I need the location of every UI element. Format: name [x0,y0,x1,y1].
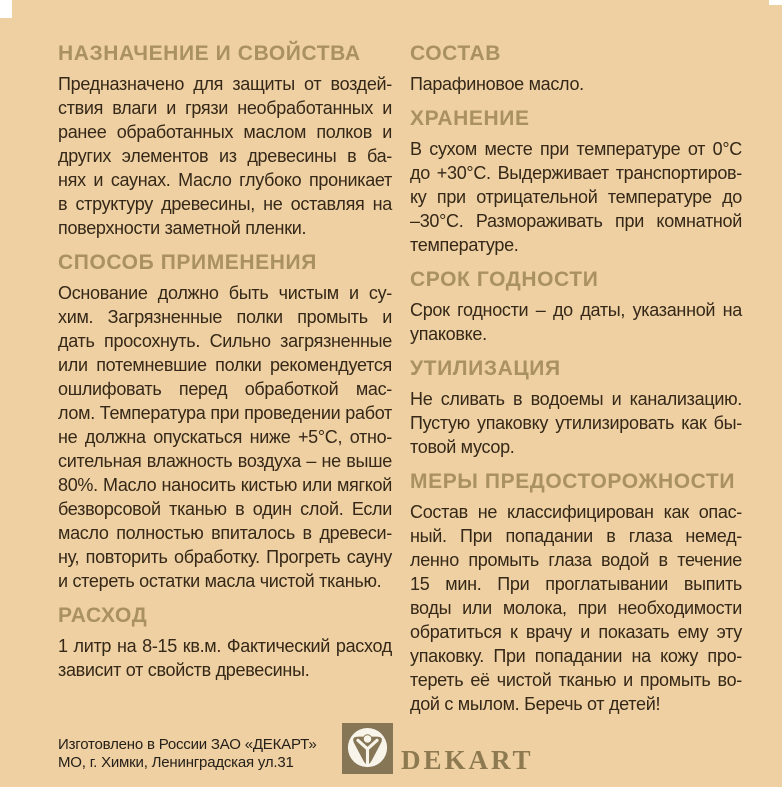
text-line: упаковке. [410,324,487,344]
right-column [410,42,742,716]
text-line: 15 мин. При проглатывании выпить [410,574,742,594]
text-line: нях и саунах. Масло глубоко проникает [58,170,392,190]
section-heading: ХРАНЕНИЕ [410,107,530,130]
section-heading: МЕРЫ ПРЕДОСТОРОЖНОСТИ [410,470,736,493]
address-line: МО, г. Химки, Ленинградская ул.31 [58,754,294,771]
text-line: упаковку. При попадании на кожу про- [410,646,742,666]
section-heading: УТИЛИЗАЦИЯ [410,357,561,380]
text-line: тереть её чистой тканью и промыть во- [410,670,742,690]
text-line: или потемневшие полки рекомендуется [58,355,392,375]
text-line: Срок годности – до даты, указанной на [410,300,742,320]
section-heading: СОСТАВ [410,42,502,65]
text-line: Пустую упаковку утилизировать как бы- [410,413,742,433]
text-line: хим. Загрязненные полки промыть и [58,307,392,327]
brand-logo-group [342,723,534,774]
brand-wordmark: DEKART [401,745,534,775]
text-line: В сухом месте при температуре от 0°С [410,139,742,159]
text-line: дать просохнуть. Сильно загрязненные [58,331,392,351]
text-line: –30°С. Размораживать при комнатной [410,211,742,231]
text-line: 1 литр на 8-15 кв.м. Фактический расход [58,636,392,656]
manufacturer-address [58,736,317,772]
text-line: ленно промыть глаза водой в течение [410,550,742,570]
text-line: товой мусор. [410,437,515,457]
text-line: Парафиновое масло. [410,74,584,94]
text-line: поверхности заметной пленки. [58,218,307,238]
text-line: обратиться к врачу и показать ему эту [410,622,742,642]
text-line: ну, повторить обработку. Прогреть сауну [58,547,392,567]
text-line: Предназначено для защиты от воздей- [58,74,392,94]
text-line: температуре. [410,235,519,255]
scan-corner-artifact [769,0,782,5]
text-line: сительная влажность воздуха – не выше [58,451,392,471]
text-line: в структуру древесины, не оставляя на [58,194,392,214]
text-line: ранее обработанных маслом полков и [58,122,392,142]
dekart-trefoil-person-icon [342,723,393,774]
text-line: зависит от свойств древесины. [58,660,310,680]
text-line: ный. При попадании в глаза немед- [410,526,742,546]
text-line: ку при отрицательной температуре до [410,187,742,207]
text-line: других элементов из древесины в ба- [58,146,392,166]
footer [58,723,748,779]
address-line: Изготовлено в России ЗАО «ДЕКАРТ» [58,736,317,753]
section-heading: СРОК ГОДНОСТИ [410,268,599,291]
left-column [58,42,392,716]
section-heading: СПОСОБ ПРИМЕНЕНИЯ [58,251,317,274]
text-line: не должна опускаться ниже +5°С, отно- [58,427,392,447]
text-line: до +30°С. Выдерживает транспортиров- [410,163,742,183]
text-line: Состав не классифицирован как опас- [410,502,742,522]
text-line: безворсовой тканью в один слой. Если [58,499,392,519]
text-line: и стереть остатки масла чистой тканью. [58,571,382,591]
text-line: масло полностью впиталось в древеси- [58,523,392,543]
text-line: Не сливать в водоемы и канализацию. [410,389,742,409]
scan-corner-artifact [0,0,12,18]
text-line: лом. Температура при проведении работ [58,403,392,423]
text-line: 80%. Масло наносить кистью или мягкой [58,475,392,495]
content-columns [58,42,742,716]
section-heading: НАЗНАЧЕНИЕ И СВОЙСТВА [58,42,361,65]
text-line: дой с мылом. Беречь от детей! [410,694,661,714]
text-line: воды или молока, при необходимости [410,598,742,618]
text-line: ствия влаги и грязи необработанных и [58,98,392,118]
text-line: Основание должно быть чистым и су- [58,283,392,303]
section-heading: РАСХОД [58,604,148,627]
text-line: ошлифовать перед обработкой мас- [58,379,392,399]
